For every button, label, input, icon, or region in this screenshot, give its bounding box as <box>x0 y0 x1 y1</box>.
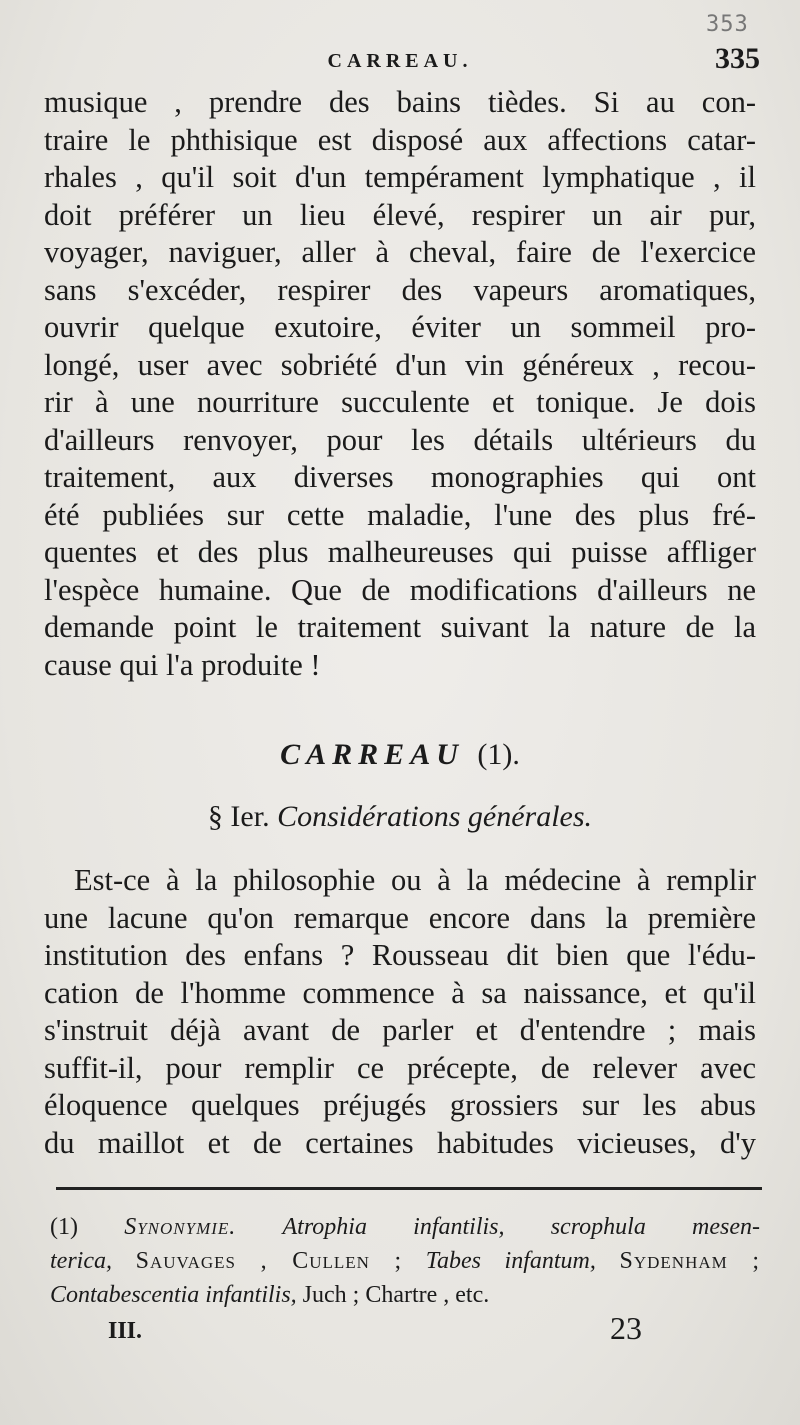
section-title-text: CARREAU <box>280 738 464 771</box>
footnote-text: Tabes infantum, <box>425 1248 596 1274</box>
footnote-authors: Sauvages , Cullen ; <box>135 1248 403 1274</box>
paragraph-1 <box>44 84 756 684</box>
signature-mark: III. <box>108 1318 143 1344</box>
page-number: 335 <box>715 42 760 75</box>
footnote-text: Atrophia infantilis, scrophula mesen- <box>282 1214 761 1240</box>
footnote-divider <box>56 1187 762 1190</box>
text-line: doit préférer un lieu élevé, respirer un air pur, <box>44 197 756 232</box>
text-line: institution des enfans ? Rousseau dit bien que l'édu- <box>44 938 756 972</box>
footnote-line-2 <box>50 1244 760 1278</box>
subsection-marker: § Ier. <box>207 800 270 833</box>
text-line: traitement, aux diverses monographies qui ont <box>44 460 756 494</box>
paragraph-2 <box>44 862 756 1162</box>
footnote-text: terica, <box>50 1248 112 1274</box>
footnote-authors: Juch ; Chartre , etc. <box>302 1282 490 1308</box>
text-line: suffit-il, pour remplir ce précepte, de relever avec <box>44 1050 756 1085</box>
section-footnote-ref: (1). <box>477 738 520 771</box>
text-line: musique , prendre des bains tièdes. Si au con- <box>44 85 756 119</box>
text-line: une lacune qu'on remarque encore dans la première <box>44 900 756 935</box>
text-line: rhales , qu'il soit d'un tempérament lymphatique , il <box>44 160 756 194</box>
footnote-line-1 <box>50 1210 760 1244</box>
text-line: l'espèce humaine. Que de modifications d'ailleurs ne <box>44 572 756 607</box>
subsection-title-text: Considérations générales. <box>277 800 593 833</box>
footnote-line-3 <box>50 1278 760 1312</box>
text-line: quentes et des plus malheureuses qui puisse affliger <box>44 535 756 569</box>
footnote-label: Synonymie. <box>124 1214 237 1240</box>
text-line: demande point le traitement suivant la nature de la <box>44 610 756 644</box>
text-line: été publiées sur cette maladie, l'une des plus fré- <box>44 497 756 532</box>
footnote-authors: Sydenham ; <box>619 1248 761 1274</box>
text-line: voyager, naviguer, aller à cheval, faire de l'exercice <box>44 235 756 269</box>
subsection-title <box>0 800 800 834</box>
text-line: cause qui l'a produite ! <box>44 647 321 682</box>
footnote <box>50 1210 760 1312</box>
text-line: Est-ce à la philosophie ou à la médecine à remplir <box>74 863 756 897</box>
text-line: sans s'excéder, respirer des vapeurs aromatiques, <box>44 272 756 307</box>
text-line: d'ailleurs renvoyer, pour les détails ultérieurs du <box>44 422 756 457</box>
section-title <box>0 738 800 772</box>
gathering-number: 23 <box>610 1310 642 1346</box>
text-line: éloquence quelques préjugés grossiers sur les abus <box>44 1088 756 1122</box>
text-line: rir à une nourriture succulente et tonique. Je dois <box>44 385 756 419</box>
text-line: s'instruit déjà avant de parler et d'entendre ; mais <box>44 1013 756 1047</box>
text-line: traire le phthisique est disposé aux affections catar- <box>44 122 756 157</box>
footnote-text: Contabescentia infantilis, <box>50 1282 297 1308</box>
text-line: cation de l'homme commence à sa naissance, et qu'il <box>44 975 756 1010</box>
text-line: ouvrir quelque exutoire, éviter un sommeil pro- <box>44 310 756 344</box>
handwritten-page-number: 353 <box>706 12 749 37</box>
text-line: longé, user avec sobriété d'un vin généreux , recou- <box>44 347 756 382</box>
running-head: CARREAU. <box>327 50 473 72</box>
text-line: du maillot et de certaines habitudes vicieuses, d'y <box>44 1125 756 1160</box>
footnote-number: (1) <box>50 1214 78 1240</box>
